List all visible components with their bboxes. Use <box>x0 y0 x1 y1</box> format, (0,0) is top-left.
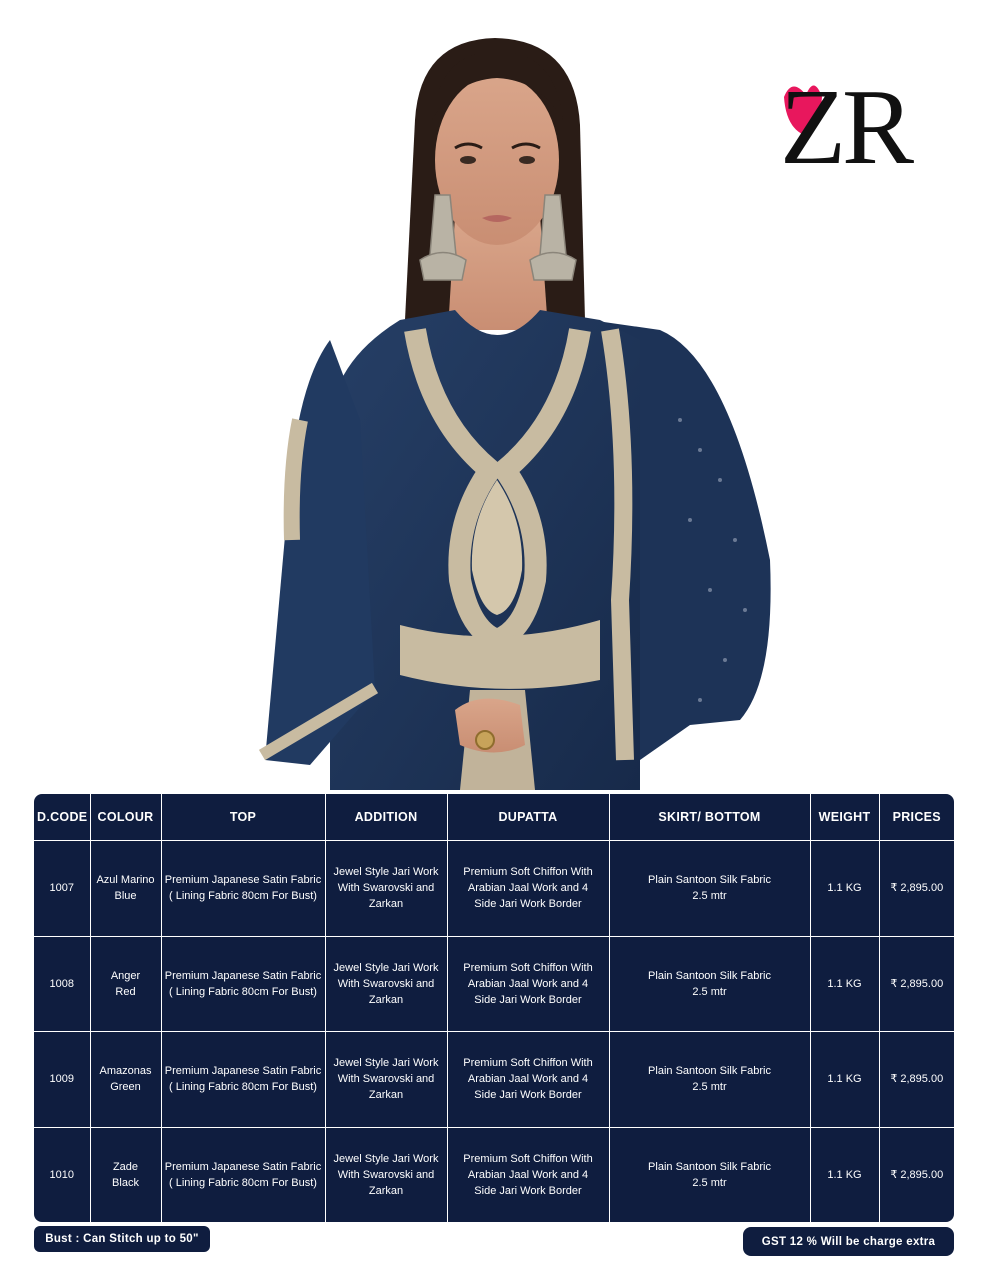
top-cell: Premium Japanese Satin Fabric ( Lining Fabric 80cm For Bust) <box>161 1127 325 1222</box>
header-top: TOP <box>161 794 325 841</box>
price-cell: ₹ 2,895.00 <box>879 1032 954 1128</box>
colour-cell: Azul Marino Blue <box>90 841 161 937</box>
addition-cell: Jewel Style Jari Work With Swarovski and Zarkan <box>325 936 447 1032</box>
header-weight: WEIGHT <box>810 794 879 841</box>
header-skirt-bottom: SKIRT/ BOTTOM <box>609 794 810 841</box>
price-cell: ₹ 2,895.00 <box>879 936 954 1032</box>
dupatta-cell: Premium Soft Chiffon With Arabian Jaal Work and 4 Side Jari Work Border <box>447 1032 609 1128</box>
design-code: 1007 <box>34 841 90 937</box>
price-cell: ₹ 2,895.00 <box>879 1127 954 1222</box>
addition-cell: Jewel Style Jari Work With Swarovski and Zarkan <box>325 841 447 937</box>
weight-cell: 1.1 KG <box>810 1032 879 1128</box>
table-row <box>34 841 954 937</box>
header-dupatta: DUPATTA <box>447 794 609 841</box>
colour-cell: Anger Red <box>90 936 161 1032</box>
skirt-bottom-cell: Plain Santoon Silk Fabric 2.5 mtr <box>609 841 810 937</box>
skirt-bottom-cell: Plain Santoon Silk Fabric 2.5 mtr <box>609 1127 810 1222</box>
price-cell: ₹ 2,895.00 <box>879 841 954 937</box>
table-row <box>34 936 954 1032</box>
design-code: 1009 <box>34 1032 90 1128</box>
top-cell: Premium Japanese Satin Fabric ( Lining Fabric 80cm For Bust) <box>161 1032 325 1128</box>
weight-cell: 1.1 KG <box>810 841 879 937</box>
header-addition: ADDITION <box>325 794 447 841</box>
colour-cell: Amazonas Green <box>90 1032 161 1128</box>
design-code: 1010 <box>34 1127 90 1222</box>
dupatta-cell: Premium Soft Chiffon With Arabian Jaal Work and 4 Side Jari Work Border <box>447 841 609 937</box>
weight-cell: 1.1 KG <box>810 936 879 1032</box>
addition-cell: Jewel Style Jari Work With Swarovski and Zarkan <box>325 1127 447 1222</box>
header-colour: COLOUR <box>90 794 161 841</box>
skirt-bottom-cell: Plain Santoon Silk Fabric 2.5 mtr <box>609 1032 810 1128</box>
logo-text: ZR <box>780 68 911 175</box>
brand-logo <box>770 55 930 175</box>
bust-note: Bust : Can Stitch up to 50" <box>34 1226 210 1252</box>
dupatta-cell: Premium Soft Chiffon With Arabian Jaal Work and 4 Side Jari Work Border <box>447 1127 609 1222</box>
skirt-bottom-cell: Plain Santoon Silk Fabric 2.5 mtr <box>609 936 810 1032</box>
top-cell: Premium Japanese Satin Fabric ( Lining Fabric 80cm For Bust) <box>161 841 325 937</box>
gst-note: GST 12 % Will be charge extra <box>743 1227 954 1256</box>
addition-cell: Jewel Style Jari Work With Swarovski and Zarkan <box>325 1032 447 1128</box>
top-cell: Premium Japanese Satin Fabric ( Lining Fabric 80cm For Bust) <box>161 936 325 1032</box>
design-code: 1008 <box>34 936 90 1032</box>
table-row <box>34 1127 954 1222</box>
product-spec-table <box>34 794 954 1222</box>
table-header-row <box>34 794 954 841</box>
dupatta-cell: Premium Soft Chiffon With Arabian Jaal Work and 4 Side Jari Work Border <box>447 936 609 1032</box>
table-row <box>34 1032 954 1128</box>
weight-cell: 1.1 KG <box>810 1127 879 1222</box>
header-dcode: D.CODE <box>34 794 90 841</box>
header-prices: PRICES <box>879 794 954 841</box>
colour-cell: Zade Black <box>90 1127 161 1222</box>
